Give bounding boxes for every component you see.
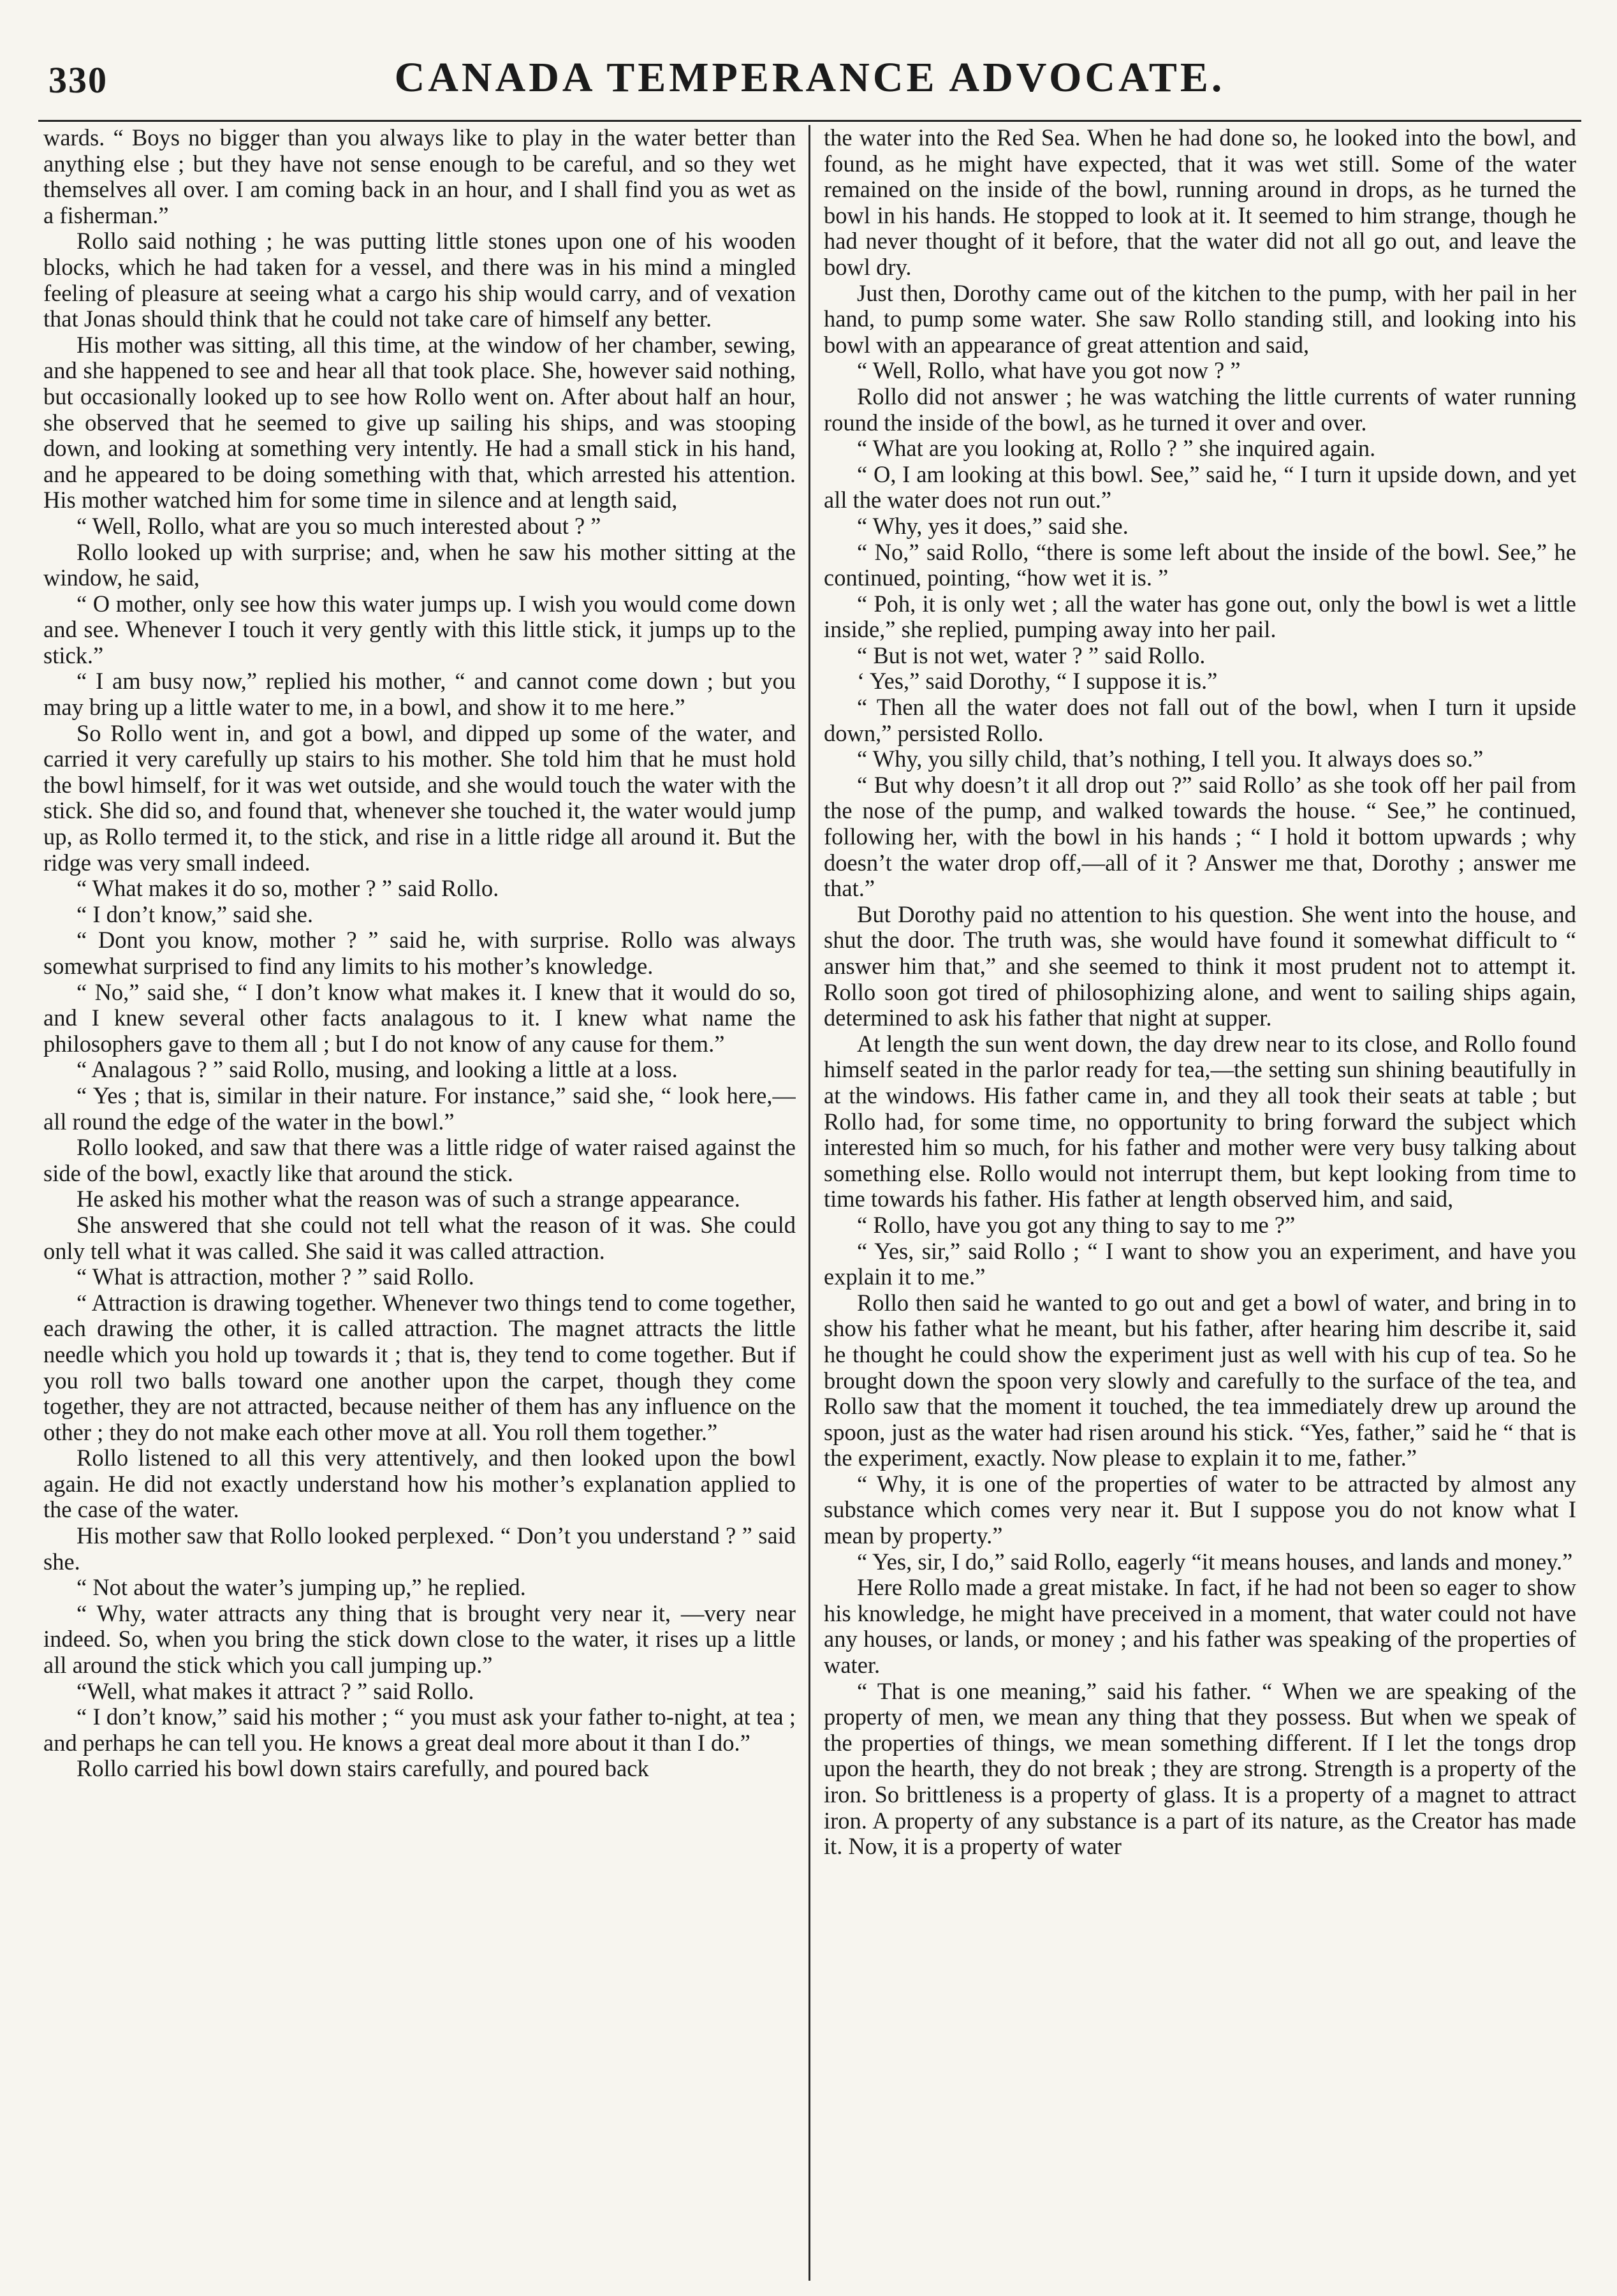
paragraph: He asked his mother what the reason was of such a strange appearance. [77,1186,740,1212]
paragraph: “ That is one meaning,” said his father. “ When we are speaking of the property of men, we mean any thing that they possess. But when we speak of the properties of things, we mean something different. If I let the tongs drop upon the hearth, they do not break ; they are strong. Strength is a property of the iron. So brittleness is a property of glass. It is a property of a magnet to attract iron. A property of any substance is a part of its nature, as the Creator has made it. Now, it is a property of water [824,1677,1576,1860]
paragraph: “ Attraction is drawing together. Whenever two things tend to come together, each drawing the other, it is called attraction. The magnet attracts the little needle which you hold up towards it ; that is, they tend to come together. But if you roll two balls toward one another upon the carpet, though they come together, they are not attracted, because neither of them has any influence on the other ; they do not make each other move at all. You roll them together.” [43,1289,796,1445]
paragraph: “ Why, you silly child, that’s nothing, I tell you. It always does so.” [857,746,1484,772]
paragraph: Rollo then said he wanted to go out and get a bowl of water, and bring in to show his father what he meant, but his father, after hearing him describe it, said he thought he could show the experiment just as well with his cup of tea. So he brought down the spoon very slowly and carefully to the surface of the tea, and Rollo saw that the moment it touched, the tea immediately drew up around the spoon, just as the water had risen around his stick. “Yes, father,” said he “ that is the experiment, exactly. Now please to explain it to me, father.” [824,1289,1576,1471]
paragraph: “ Dont you know, mother ? ” said he, with surprise. Rollo was always somewhat surprised to find any limits to his mother’s knowledge. [43,927,796,979]
paragraph: “ Analagous ? ” said Rollo, musing, and looking a little at a loss. [77,1056,678,1083]
paragraph: “ O mother, only see how this water jumps up. I wish you would come down and see. Whenever I touch it very gently with this little stick, it jumps up to the stick.” [43,590,796,668]
paragraph: “ No,” said Rollo, “there is some left about the inside of the bowl. See,” he continued, pointing, “how wet it is. ” [824,538,1576,591]
paragraph: Rollo looked, and saw that there was a little ridge of water raised against the side of the bowl, exactly like that around the stick. [43,1134,796,1186]
masthead-title: CANADA TEMPERANCE ADVOCATE. [394,54,1226,101]
left-column [43,125,796,2281]
page-number: 330 [48,59,108,101]
paragraph: Here Rollo made a great mistake. In fact, if he had not been so eager to show his knowledge, he might have preceived in a moment, that water could not have any houses, or lands, or money ; and his father was speaking of the properties of water. [824,1574,1576,1679]
column-divider [808,125,810,2281]
paragraph: “ I am busy now,” replied his mother, “ and cannot come down ; but you may bring up a little water to me, in a bowl, and show it to me here.” [43,668,796,721]
paragraph: “ Well, Rollo, what have you got now ? ” [857,357,1241,384]
paragraph: Rollo looked up with surprise; and, when he saw his mother sitting at the window, he said, [43,538,796,591]
paragraph: “ What is attraction, mother ? ” said Rollo. [77,1263,474,1290]
right-column [824,125,1576,2281]
paragraph: At length the sun went down, the day drew near to its close, and Rollo found himself seated in the parlor ready for tea,—the setting sun shining beautifully in at the windows. His father came in, and they all took their seats at table ; but Rollo had, for some time, no opportunity to bring forward the subject which interested him so much, for his father and mother were very busy talking about something else. Rollo would not interrupt them, but kept looking from time to time towards his father. His father at length observed him, and said, [824,1030,1576,1212]
paragraph: “ I don’t know,” said his mother ; “ you must ask your father to-night, at tea ; and perhaps he can tell you. He knows a great deal more about it than I do.” [43,1704,796,1756]
paragraph: “ Why, water attracts any thing that is brought very near it, —very near indeed. So, when you bring the stick down close to the water, it rises up a little all around the stick which you call jumping up.” [43,1600,796,1679]
paragraph: “ O, I am looking at this bowl. See,” said he, “ I turn it upside down, and yet all the water does not run out.” [824,460,1576,513]
paragraph: Rollo listened to all this very attentively, and then looked upon the bowl again. He did not exactly understand how his mother’s explanation applied to the case of the water. [43,1445,796,1523]
header-rule [38,120,1581,122]
paragraph: “ Poh, it is only wet ; all the water has gone out, only the bowl is wet a little inside,” she replied, pumping away into her pail. [824,590,1576,643]
paragraph: His mother was sitting, all this time, at the window of her chamber, sewing, and she happened to see and hear all that took place. She, however said nothing, but occasionally looked up to see how Rollo went on. After about half an hour, she observed that he seemed to give up sailing his ships, and was stooping down, and looking at something very intently. He had a small stick in his hand, and he appeared to be doing something with that, which arrested his attention. His mother watched him for some time in silence and at length said, [43,331,796,513]
paragraph: “ I don’t know,” said she. [77,901,314,927]
paragraph: the water into the Red Sea. When he had done so, he looked into the bowl, and found, as he might have expected, that it was wet still. Some of the water remained on the inside of the bowl, running around in drops, as he turned the bowl in his hands. He stopped to look at it. It seemed to him strange, though he had never thought of it before, that the water did not all go out, and leave the bowl dry. [824,125,1576,280]
paragraph: “ But why doesn’t it all drop out ?” said Rollo’ as she took off her pail from the nose of the pump, and walked towards the house. “ See,” he continued, following her, with the bowl in his hands ; “ I hold it bottom upwards ; why doesn’t the water drop off,—all of it ? Answer me that, Dorothy ; answer me that.” [824,771,1576,902]
paragraph: “ No,” said she, “ I don’t know what makes it. I knew that it would do so, and I knew several other facts analagous to it. I knew what name the philosophers gave to them all ; but I do not know of any cause for them.” [43,978,796,1057]
paragraph: So Rollo went in, and got a bowl, and dipped up some of the water, and carried it very carefully up stairs to his mother. She told him that he must hold the bowl himself, for it was wet outside, and she would touch the water with the stick. She did so, and found that, whenever she touched it, the water would jump up, as Rollo termed it, to the stick, and rise in a little ridge all around it. But the ridge was very small indeed. [43,719,796,876]
paragraph: “ Not about the water’s jumping up,” he replied. [77,1574,526,1601]
paragraph: “ What makes it do so, mother ? ” said Rollo. [77,875,499,902]
paragraph: “ Rollo, have you got any thing to say to me ?” [857,1211,1296,1238]
paragraph: “ But is not wet, water ? ” said Rollo. [857,642,1206,668]
paragraph: “ Yes, sir,” said Rollo ; “ I want to show you an experiment, and have you explain it to me.” [824,1237,1576,1290]
paragraph: “ Then all the water does not fall out of the bowl, when I turn it upside down,” persisted Rollo. [824,694,1576,746]
paragraph: But Dorothy paid no attention to his question. She went into the house, and shut the door. The truth was, she would have found it somewhat difficult to “ answer him that,” and she seemed to think it most prudent not to attempt it. Rollo soon got tired of philosophizing alone, and went to sailing ships again, determined to ask his father that night at supper. [824,901,1576,1031]
paragraph: Just then, Dorothy came out of the kitchen to the pump, with her pail in her hand, to pump some water. She saw Rollo standing still, and looking into his bowl with an appearance of great attention and said, [824,279,1576,358]
paragraph: “ What are you looking at, Rollo ? ” she inquired again. [857,435,1376,462]
paragraph: “ Yes, sir, I do,” said Rollo, eagerly “it means houses, and lands and money.” [857,1548,1573,1575]
paragraph: Rollo said nothing ; he was putting little stones upon one of his wooden blocks, which he had taken for a vessel, and there was in his mind a mingled feeling of pleasure at seeing what a cargo his ship would carry, and of vexation that Jonas should think that he could not take care of himself any better. [43,228,796,332]
paragraph: wards. “ Boys no bigger than you always like to play in the water better than anything else ; but they have not sense enough to be careful, and so they wet themselves all over. I am coming back in an hour, and I shall find you as wet as a fisherman.” [43,125,796,228]
paragraph: “ Why, it is one of the properties of water to be attracted by almost any substance which comes very near it. But I suppose you do not know what I mean by property.” [824,1470,1576,1549]
page-header [38,54,1581,117]
paragraph: Rollo carried his bowl down stairs carefully, and poured back [77,1755,649,1782]
paragraph: His mother saw that Rollo looked perplexed. “ Don’t you understand ? ” said she. [43,1522,796,1575]
paragraph: “ Yes ; that is, similar in their nature. For instance,” said she, “ look here,—all round the edge of the water in the bowl.” [43,1082,796,1135]
paragraph: “Well, what makes it attract ? ” said Rollo. [77,1677,474,1704]
paragraph: Rollo did not answer ; he was watching the little currents of water running round the inside of the bowl, as he turned it over and over. [824,383,1576,436]
paragraph: “ Why, yes it does,” said she. [857,512,1129,539]
paragraph: She answered that she could not tell what the reason of it was. She could only tell what it was called. She said it was called attraction. [43,1211,796,1264]
paragraph: ‘ Yes,” said Dorothy, “ I suppose it is.” [857,668,1218,695]
paragraph: “ Well, Rollo, what are you so much interested about ? ” [77,512,601,539]
